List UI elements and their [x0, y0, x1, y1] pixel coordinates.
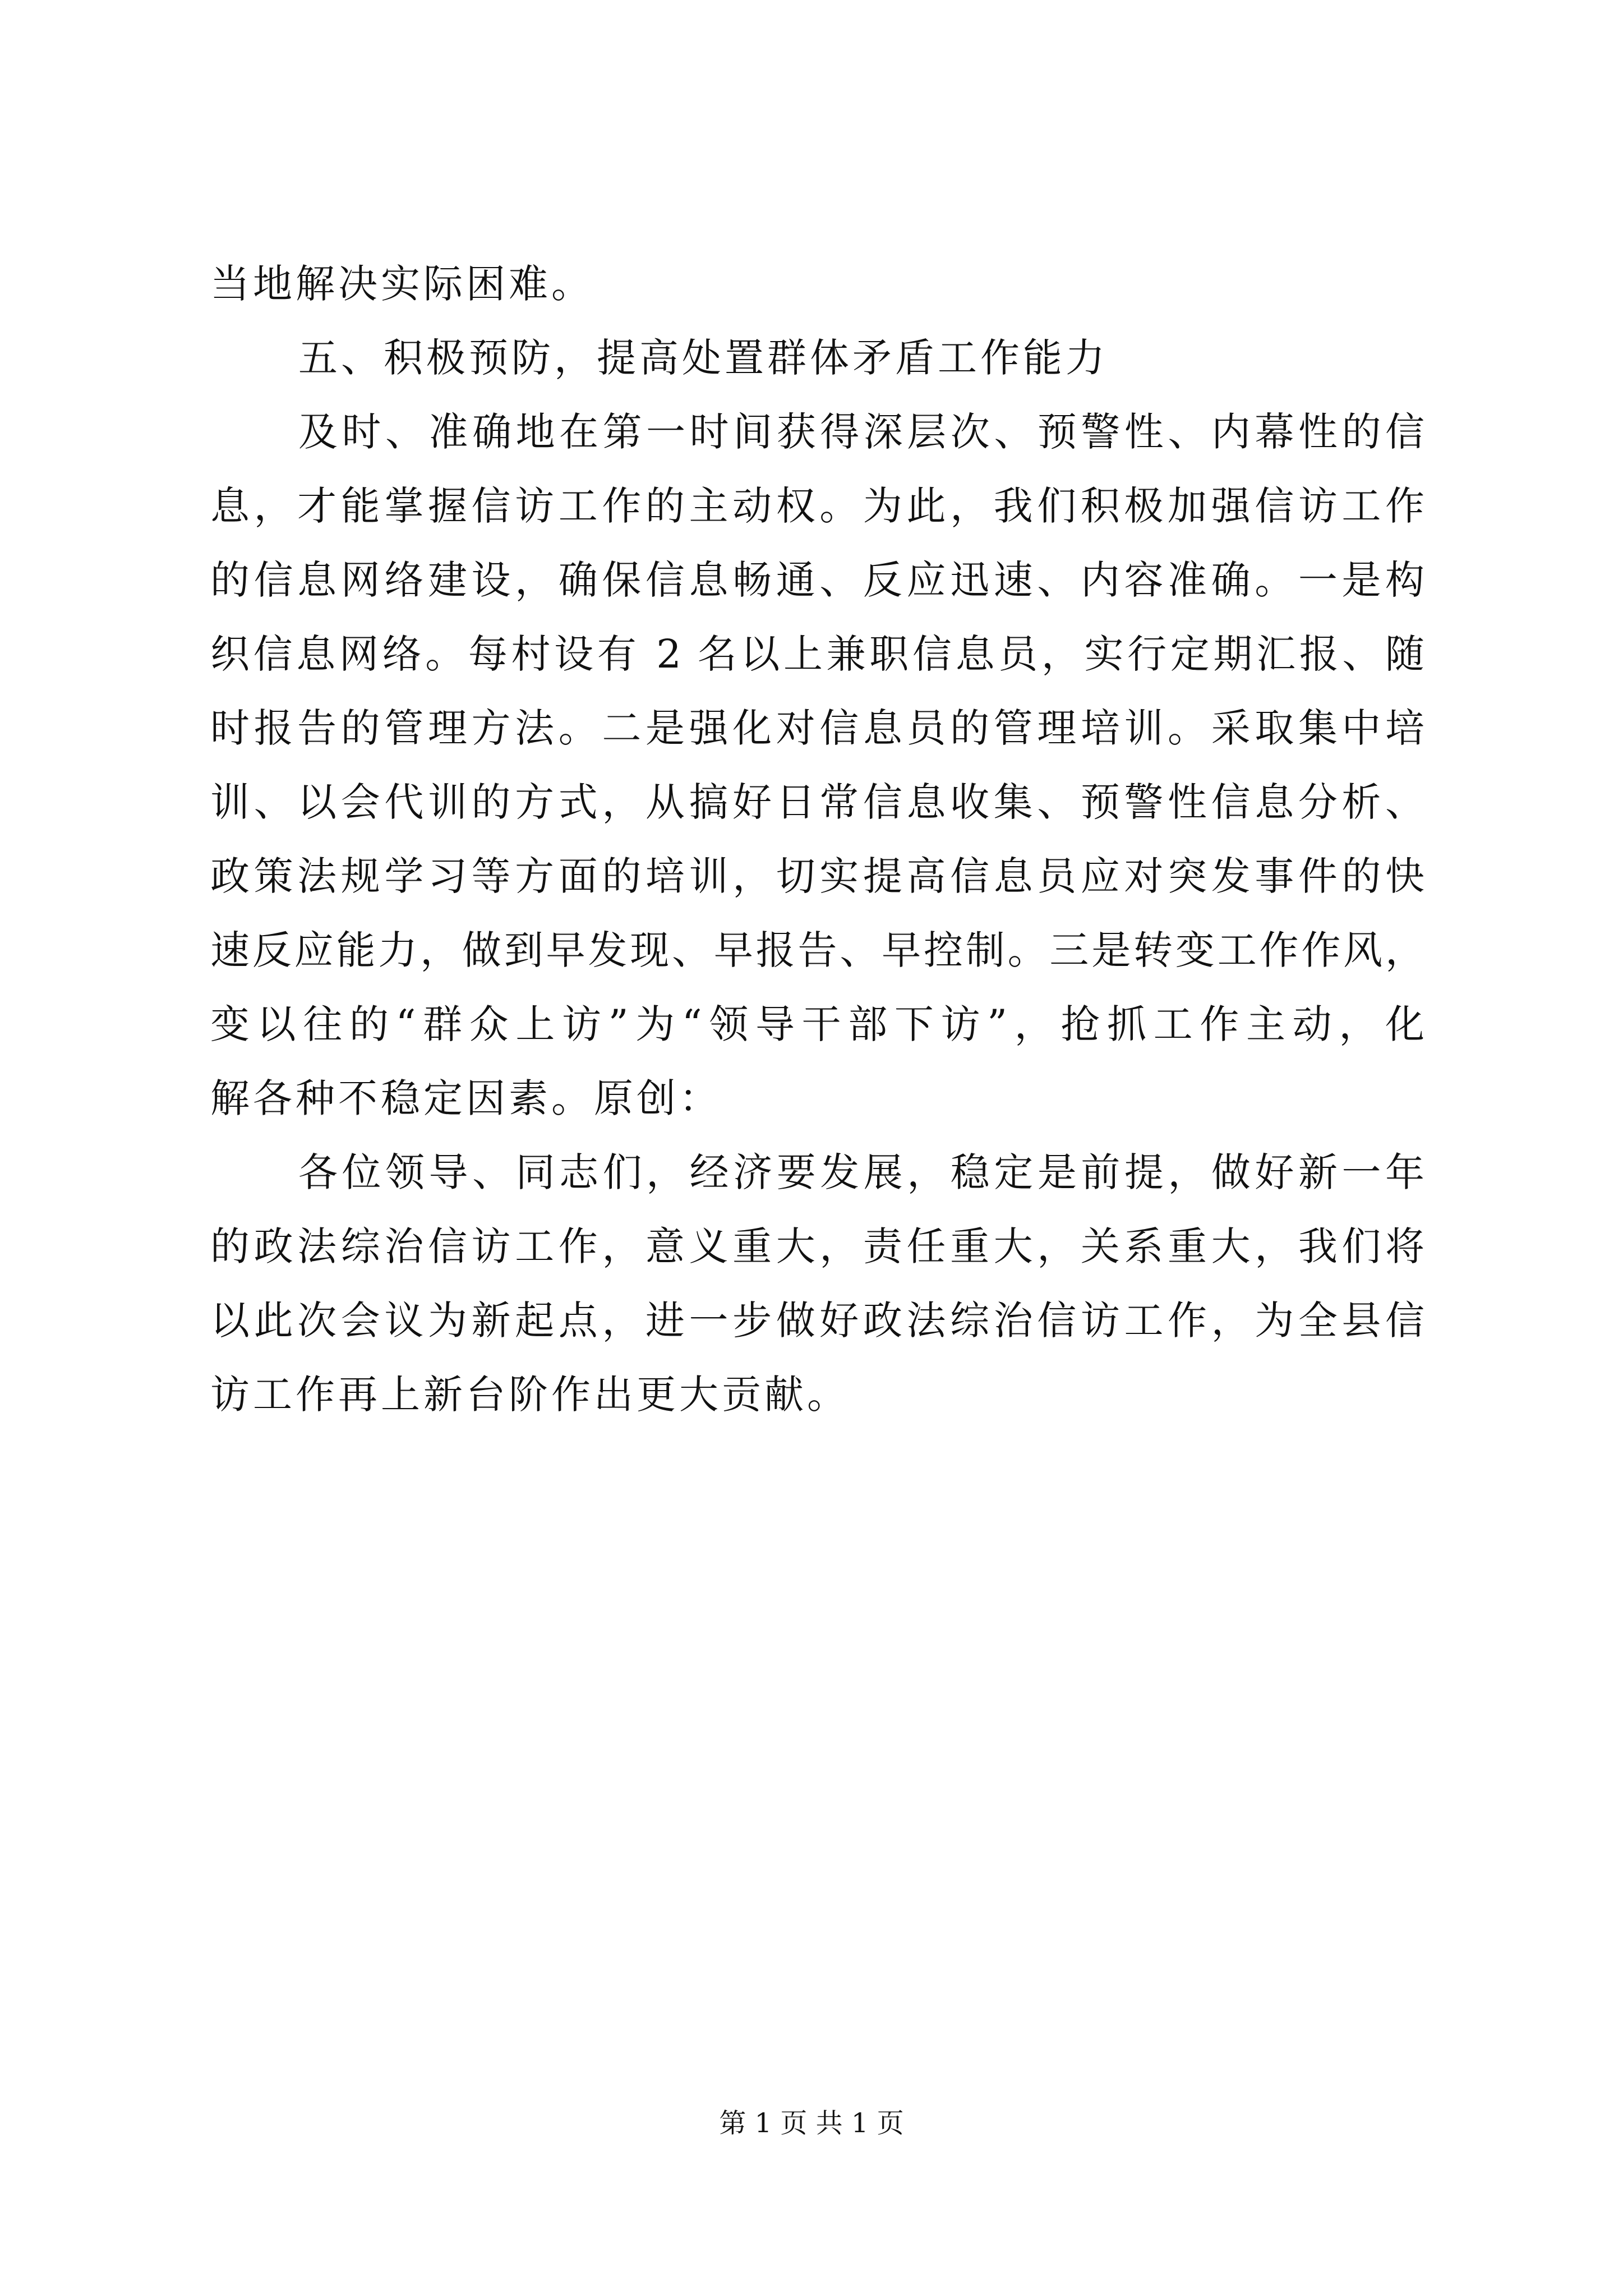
paragraph-line: 政策法规学习等方面的培训，切实提高信息员应对突发事件的快 [210, 853, 1424, 899]
paragraph-line: 织信息网络。每村设有 2 名以上兼职信息员，实行定期汇报、随 [210, 631, 1424, 677]
paragraph-line: 各位领导、同志们，经济要发展，稳定是前提，做好新一年 [298, 1149, 1424, 1195]
paragraph-line: 速反应能力，做到早发现、早报告、早控制。三是转变工作作风， [210, 927, 1424, 973]
paragraph-line: 及时、准确地在第一时间获得深层次、预警性、内幕性的信 [298, 409, 1424, 455]
paragraph-line: 访工作再上新台阶作出更大贡献。 [210, 1372, 850, 1418]
page-number-footer: 第 1 页 共 1 页 [719, 2108, 904, 2139]
section-heading: 五、积极预防，提高处置群体矛盾工作能力 [298, 335, 1108, 381]
document-body [210, 247, 1424, 1432]
paragraph-line: 时报告的管理方法。二是强化对信息员的管理培训。采取集中培 [210, 705, 1424, 751]
paragraph-line: 解各种不稳定因素。原创： [210, 1075, 722, 1121]
paragraph-line: 息，才能掌握信访工作的主动权。为此，我们积极加强信访工作 [210, 483, 1424, 529]
paragraph-line: 训、以会代训的方式，从搞好日常信息收集、预警性信息分析、 [210, 779, 1424, 825]
paragraph-line: 的信息网络建设，确保信息畅通、反应迅速、内容准确。一是构 [210, 557, 1424, 603]
paragraph-line: 变以往的“群众上访”为“领导干部下访”，抢抓工作主动，化 [210, 1001, 1424, 1047]
paragraph-line: 当地解决实际困难。 [210, 261, 594, 307]
paragraph-line: 以此次会议为新起点，进一步做好政法综治信访工作，为全县信 [210, 1297, 1424, 1343]
paragraph-line: 的政法综治信访工作，意义重大，责任重大，关系重大，我们将 [210, 1223, 1424, 1269]
